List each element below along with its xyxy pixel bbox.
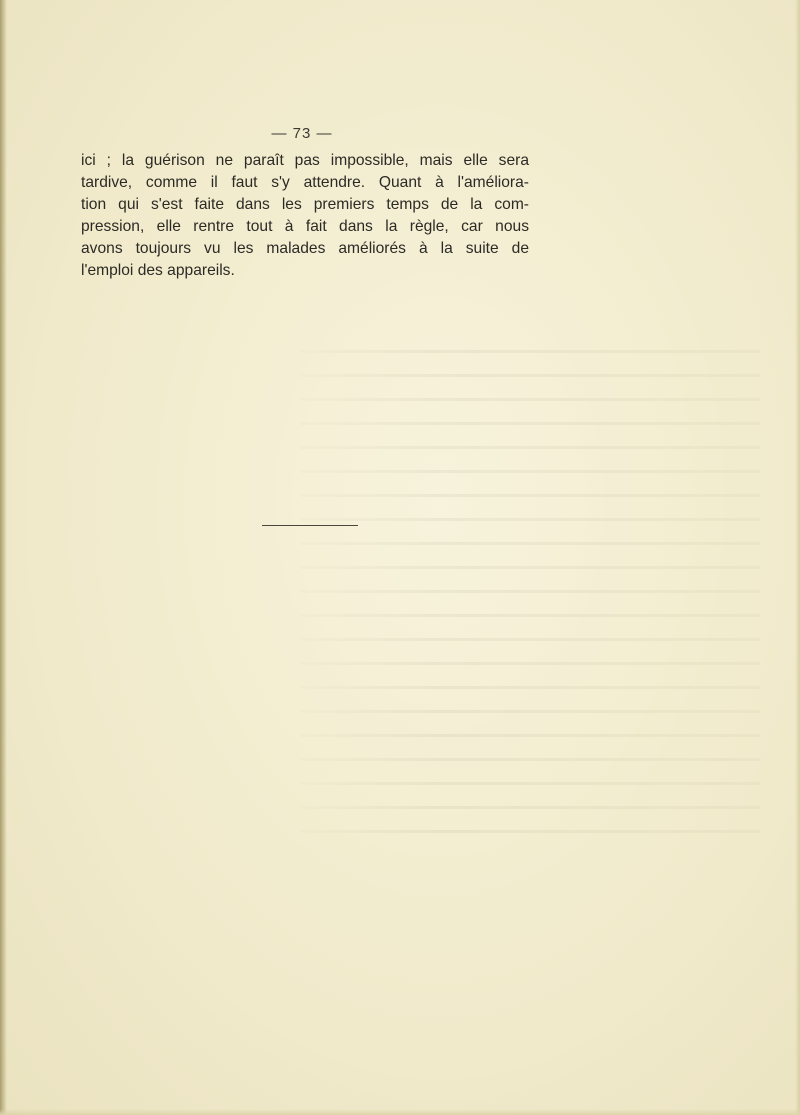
section-divider-rule xyxy=(262,525,358,526)
text-line: pression, elle rentre tout à fait dans la règle, car nous xyxy=(81,218,529,235)
reverse-side-show-through xyxy=(300,335,760,835)
page-number: — 73 — xyxy=(271,125,333,142)
page-right-edge xyxy=(795,0,800,1115)
text-line: tardive, comme il faut s'y attendre. Quant à l'améliora- xyxy=(81,174,529,191)
page-bottom-edge xyxy=(0,1109,800,1115)
text-line: l'emploi des appareils. xyxy=(81,262,235,279)
body-paragraph xyxy=(81,150,529,282)
text-line: tion qui s'est faite dans les premiers temps de la com- xyxy=(81,196,529,213)
page-binding-edge xyxy=(0,0,7,1115)
text-line: avons toujours vu les malades améliorés à la suite de xyxy=(81,240,529,257)
text-line: ici ; la guérison ne paraît pas impossible, mais elle sera xyxy=(81,152,529,169)
